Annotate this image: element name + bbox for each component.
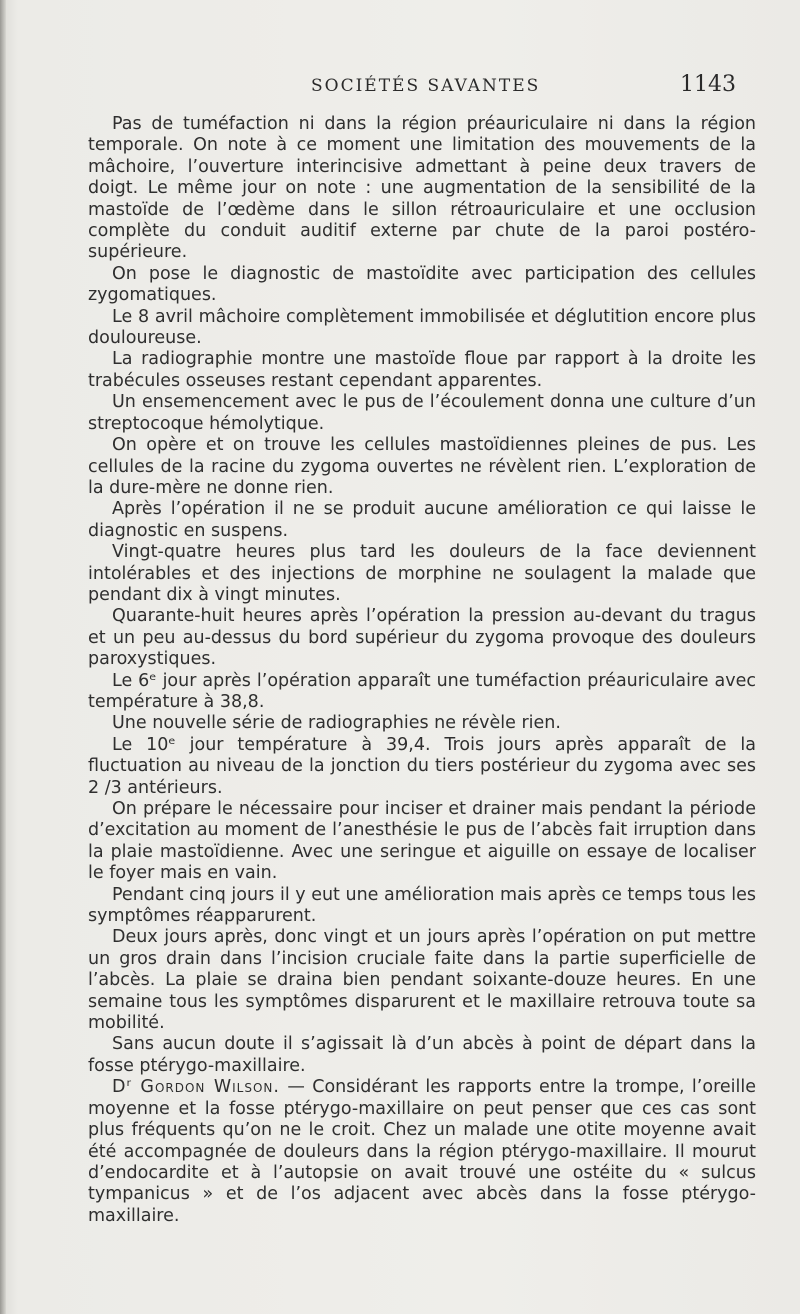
paragraph: On pose le diagnostic de mastoïdite avec participation des cellules zygomatiques. <box>88 263 756 306</box>
discussion-text: — Considérant les rapports entre la trompe, l’oreille moyenne et la fosse ptérygo-maxillaire on peut penser que ces cas sont plus fréquents qu’on ne le croit. Chez un malade une otite moyenne avait été accompagnée de douleurs dans la région ptérygo-maxillaire. Il mourut d’endocardite et à l’autopsie on avait trouvé une ostéite du « sulcus tympanicus » et de l’os adjacent avec abcès dans la fosse ptérygo-maxillaire. <box>88 1077 756 1226</box>
paragraph: Le 6ᵉ jour après l’opération apparaît une tuméfaction préauriculaire avec température à 38,8. <box>88 670 756 712</box>
running-title: SOCIÉTÉS SAVANTES <box>311 76 541 96</box>
paragraph: Pendant cinq jours il y eut une amélioration mais après ce temps tous les symptômes réapparurent. <box>88 884 756 927</box>
paragraph: Après l’opération il ne se produit aucune amélioration ce qui laisse le diagnostic en suspens. <box>88 499 756 541</box>
paragraph: Le 10ᵉ jour température à 39,4. Trois jours après apparaît de la fluctuation au niveau de la jonction du tiers postérieur du zygoma avec ses 2 /3 antérieurs. <box>88 734 756 798</box>
paragraph: Quarante-huit heures après l’opération la pression au-devant du tragus et un peu au-dessus du bord supérieur du zygoma provoque des douleurs paroxystiques. <box>88 606 756 670</box>
paragraph: On prépare le nécessaire pour inciser et drainer mais pendant la période d’excitation au moment de l’anesthésie le pus de l’abcès fait irruption dans la plaie mastoïdienne. Avec une seringue et aiguille on essaye de localiser le foyer mais en vain. <box>88 799 756 884</box>
paragraph: Deux jours après, donc vingt et un jours après l’opération on put mettre un gros drain dans l’incision cruciale faite dans la partie superficielle de l’abcès. La plaie se draina bien pendant soixante-douze heures. En une semaine tous les symptômes disparurent et le maxillaire retrouva toute sa mobilité. <box>88 927 756 1034</box>
paragraph: Une nouvelle série de radiographies ne révèle rien. <box>112 713 561 734</box>
paragraph: Pas de tuméfaction ni dans la région préauriculaire ni dans la région temporale. On note à ce moment une limitation des mouvements de la mâchoire, l’ouverture interincisive admettant à peine deux travers de doigt. Le même jour on note : une augmentation de la sensibilité de la mastoïde de l’œdème dans le sillon rétroauriculaire et une occlusion complète du conduit auditif externe par chute de la paroi postéro-supérieure. <box>88 114 756 263</box>
page-number: 1143 <box>680 72 736 97</box>
paragraph: Le 8 avril mâchoire complètement immobilisée et déglutition encore plus douloureuse. <box>88 306 756 349</box>
running-head <box>0 72 800 102</box>
page-spine-shadow <box>0 0 6 1314</box>
speaker-name: Dʳ Gordon Wilson. <box>112 1077 280 1098</box>
paragraph: Sans aucun doute il s’agissait là d’un abcès à point de départ dans la fosse ptérygo-maxillaire. <box>88 1034 756 1076</box>
discussion-paragraph <box>88 1077 756 1227</box>
body-text <box>88 114 756 1227</box>
paragraph: La radiographie montre une mastoïde floue par rapport à la droite les trabécules osseuses restant cependant apparentes. <box>88 349 756 391</box>
paragraph: Un ensemencement avec le pus de l’écoulement donna une culture d’un streptocoque hémolytique. <box>88 392 756 434</box>
paragraph: On opère et on trouve les cellules mastoïdiennes pleines de pus. Les cellules de la racine du zygoma ouvertes ne révèlent rien. L’exploration de la dure-mère ne donne rien. <box>88 435 756 498</box>
paragraph: Vingt-quatre heures plus tard les douleurs de la face deviennent intolérables et des injections de morphine ne soulagent la malade que pendant dix à vingt minutes. <box>88 542 756 605</box>
